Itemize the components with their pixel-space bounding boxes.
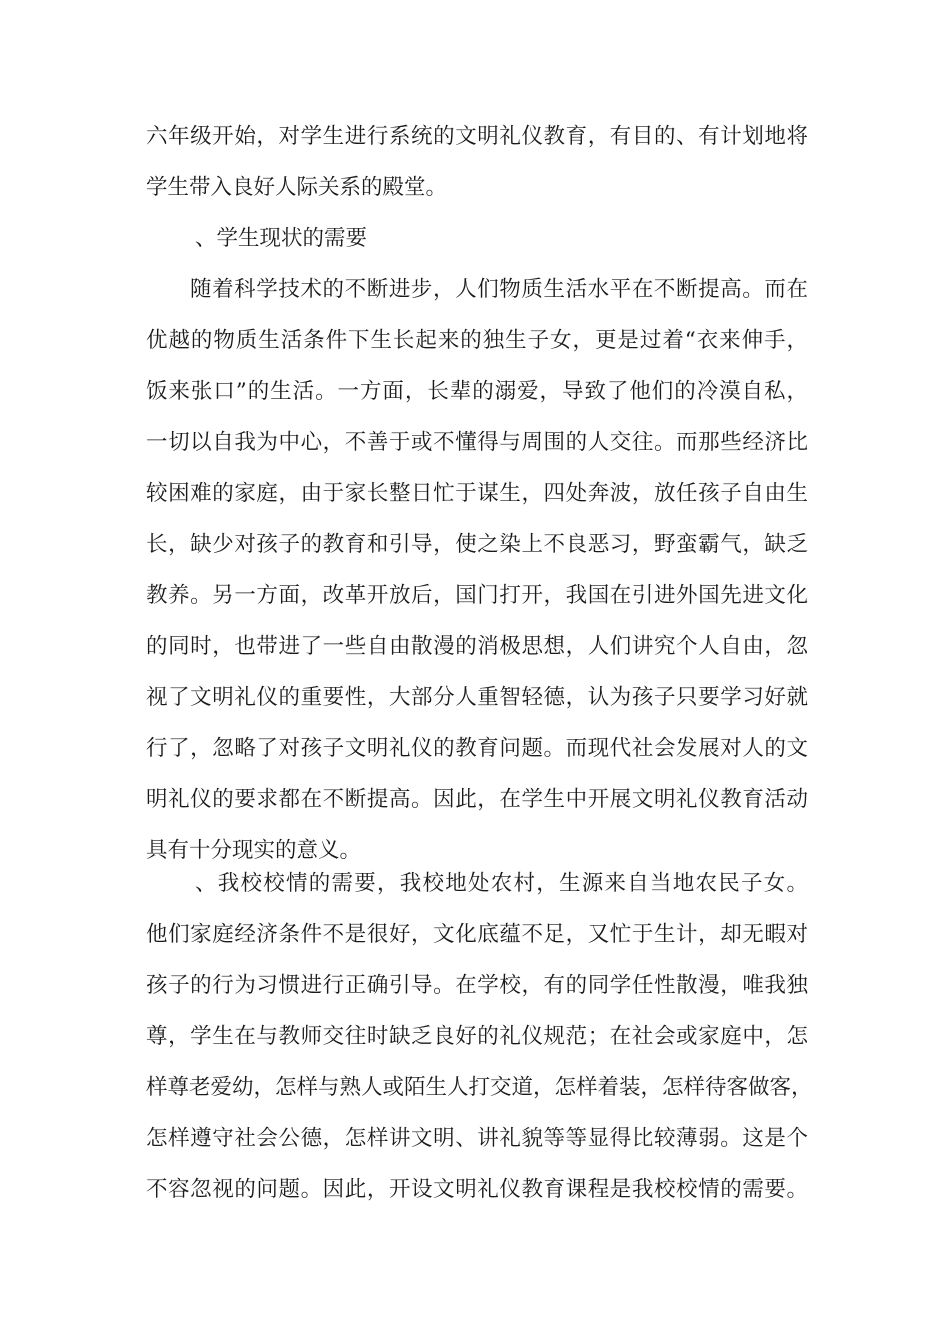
text-line: 较困难的家庭，由于家长整日忙于谋生，四处奔波，放任孩子自由生 [146,481,808,506]
text-line: 学生带入良好人际关系的殿堂。 [146,175,448,200]
text-line: 随着科学技术的不断进步，人们物质生活水平在不断提高。而在 [190,277,808,302]
text-line: 具有十分现实的意义。 [146,838,362,863]
text-line: 长，缺少对孩子的教育和引导，使之染上不良恶习，野蛮霸气，缺乏 [146,532,808,557]
text-line: 六年级开始，对学生进行系统的文明礼仪教育，有目的、有计划地将 [146,124,808,149]
text-line: 优越的物质生活条件下生长起来的独生子女，更是过着“衣来伸手， [146,328,808,353]
text-line: 样尊老爱幼，怎样与熟人或陌生人打交道，怎样着装，怎样待客做客， [146,1075,813,1100]
text-line: 怎样遵守社会公德，怎样讲文明、讲礼貌等等显得比较薄弱。这是个 [146,1126,808,1151]
text-line: 明礼仪的要求都在不断提高。因此，在学生中开展文明礼仪教育活动 [146,787,808,812]
text-line: 教养。另一方面，改革开放后，国门打开，我国在引进外国先进文化 [146,583,808,608]
text-line: 不容忽视的问题。因此，开设文明礼仪教育课程是我校校情的需要。 [146,1177,808,1202]
text-line: 一切以自我为中心，不善于或不懂得与周围的人交往。而那些经济比 [146,430,808,455]
text-line: 饭来张口”的生活。一方面，长辈的溺爱，导致了他们的冷漠自私， [146,379,808,404]
text-line: 的同时，也带进了一些自由散漫的消极思想，人们讲究个人自由，忽 [146,634,808,659]
section-heading: 、学生现状的需要 [195,226,368,251]
text-line: 他们家庭经济条件不是很好，文化底蕴不足，又忙于生计，却无暇对 [146,922,808,947]
section-heading: 、我校校情的需要，我校地处农村，生源来自当地农民子女。 [195,871,808,896]
text-line: 行了，忽略了对孩子文明礼仪的教育问题。而现代社会发展对人的文 [146,736,808,761]
text-line: 尊，学生在与教师交往时缺乏良好的礼仪规范；在社会或家庭中，怎 [146,1024,808,1049]
text-line: 视了文明礼仪的重要性，大部分人重智轻德，认为孩子只要学习好就 [146,685,808,710]
text-line: 孩子的行为习惯进行正确引导。在学校，有的同学任性散漫，唯我独 [146,973,808,998]
